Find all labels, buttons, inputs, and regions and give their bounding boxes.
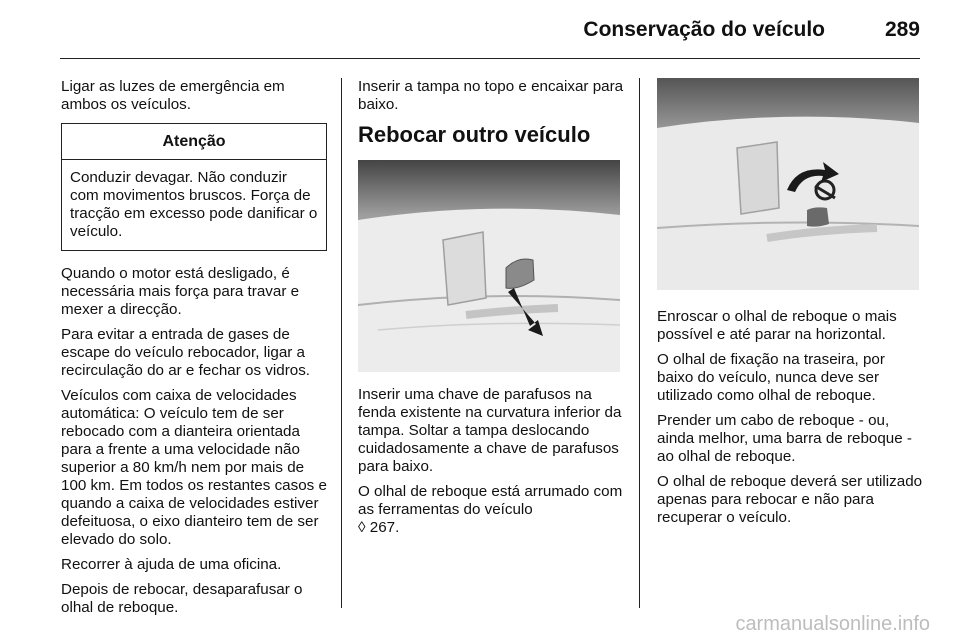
paragraph-insert-cap: Inserir a tampa no topo e encaixar para baixo.: [358, 78, 624, 113]
bumper-illustration: [358, 160, 620, 372]
page-title: Conservação do veículo: [583, 18, 825, 41]
paragraph-screw-in: Enroscar o olhal de reboque o mais possível e até parar na horizontal.: [657, 308, 897, 343]
paragraph-attach-rope: Prender um cabo de reboque - ou, ainda melhor, uma barra de reboque - ao olhal de reboque.: [657, 412, 912, 465]
figure-tow-eye: [657, 78, 919, 290]
column-right: [657, 78, 923, 534]
column-divider-right: [639, 78, 640, 608]
cross-reference-icon: ◊: [358, 519, 366, 536]
paragraph-hazard-lights: Ligar as luzes de emergência em ambos os veículos.: [61, 78, 285, 113]
page-header: [60, 18, 920, 48]
paragraph-automatic: Veículos com caixa de velocidades automática: O veículo tem de ser rebocado com a dianteira orientada para a frente a uma velocidade não superior a 80 km/h nem por mais de 100 km. Em todos os restantes casos e quando a caixa de velocidades estiver defeituosa, o eixo dianteiro tem de ser elevado do solo.: [61, 387, 327, 548]
paragraph-rear-eye-warning: O olhal de fixação na traseira, por baixo do veículo, nunca deve ser utilizado como olhal de reboque.: [657, 351, 885, 404]
warning-box: [61, 123, 327, 251]
warning-body: Conduzir devagar. Não conduzir com movimentos bruscos. Força de tracção em excesso pode danificar o veículo.: [70, 169, 318, 240]
column-divider-left: [341, 78, 342, 608]
column-middle: [358, 78, 624, 544]
paragraph-screwdriver: Inserir uma chave de parafusos na fenda existente na curvatura inferior da tampa. Soltar a tampa deslocando cuidadosamente a chave de parafusos para baixo.: [358, 386, 622, 475]
cross-reference-page[interactable]: 267.: [369, 519, 400, 536]
paragraph-unscrew: Depois de rebocar, desaparafusar o olhal de reboque.: [61, 581, 303, 616]
paragraph-towing-only: O olhal de reboque deverá ser utilizado apenas para rebocar e não para recuperar o veículo.: [657, 473, 923, 526]
paragraph-workshop: Recorrer à ajuda de uma oficina.: [61, 556, 282, 573]
warning-heading: Atenção: [62, 124, 326, 160]
section-heading: Rebocar outro veículo: [358, 122, 591, 147]
paragraph-tow-eye-storage: [358, 483, 624, 537]
header-rule: [60, 58, 920, 59]
paragraph-engine-off: Quando o motor está desligado, é necessária mais força para travar e mexer a direcção.: [61, 265, 300, 318]
figure-cover-removal: [358, 160, 620, 372]
page-number: 289: [884, 18, 920, 41]
tow-eye-storage-text: O olhal de reboque está arrumado com as ferramentas do veículo: [358, 483, 623, 518]
paragraph-exhaust: Para evitar a entrada de gases de escape do veículo rebocador, ligar a recirculação do ar e fechar os vidros.: [61, 326, 311, 379]
watermark: carmanualsonline.info: [735, 613, 930, 635]
column-left: [61, 78, 327, 624]
tow-eye-illustration: [657, 78, 919, 290]
